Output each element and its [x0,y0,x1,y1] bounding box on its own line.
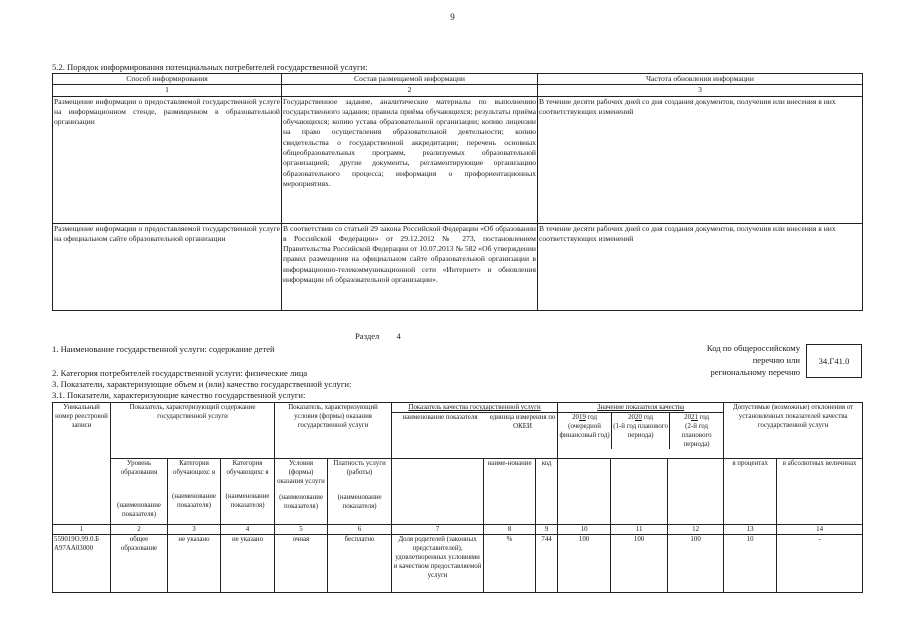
header-level: Уровень образования (наименование показателя) [111,459,168,525]
header-unique-number: Уникальный номер реестровой записи [53,403,111,525]
informing-header-row [53,74,863,85]
col-number: 4 [221,525,275,535]
year-1-header: 2019 год (очередной финансовый год) [558,413,612,449]
header-absolute: в абсолютных величинах [777,459,863,525]
header-content: Состав размещаемой информации [282,74,538,85]
informing-frequency: В течение десяти рабочих дней со дня создания документов, получения или внесения в них соответствующих изменений [538,96,863,223]
quality-indicators-heading: 3.1. Показатели, характеризующие качество государственной услуги: [52,390,306,400]
col-number: 7 [392,525,484,535]
header-quality-indicator [392,403,558,459]
row-level: общее образование [111,535,168,593]
header-percent: в процентах [724,459,777,525]
page-number: 9 [450,12,455,22]
unit-label: единица измерения по ОКЕИ [489,414,556,430]
header-indicator-values [558,403,724,459]
table-row [53,535,863,593]
section-title [355,331,401,341]
table-row [53,96,863,223]
values-title: Значение показателя качества [558,403,723,413]
code-label-2: перечню или [752,355,800,365]
row-deviation-absolute: - [777,535,863,593]
code-label-1: Код по общероссийскому [706,343,800,353]
section-label: Раздел [355,331,380,341]
quality-indicators-table [52,402,863,593]
col-number: 10 [558,525,611,535]
section-number: 4 [396,331,401,341]
year-2-header: 2020 год (1-й год планового периода) [612,413,670,449]
registry-code: 34.Г41.0 [806,344,862,378]
consumer-category: 2. Категория потребителей государственной услуги: физические лица [52,368,308,378]
col-number: 9 [536,525,558,535]
informing-frequency: В течение десяти рабочих дней со дня создания документов, получения или внесения в них соответствующих изменений [538,223,863,310]
header-paid: Платность услуги (работы) (наименование показателя) [328,459,392,525]
code-label-3: региональному перечню [710,367,800,377]
year-3-header: 2021 год (2-й год планового периода) [681,414,712,448]
col-number: 11 [611,525,668,535]
header-year-1-cell [558,459,611,525]
header-conditions-indicator: Показатель, характеризующий условия (формы) оказания государственной услуги [275,403,392,459]
header-category-2: Категория обучающихс я (наименование показателя) [221,459,275,525]
col-number: 6 [328,525,392,535]
number-row [53,525,863,535]
col-number: 1 [53,525,111,535]
informing-method: Размещение информации о предоставляемой государственной услуге на официальном сайте образовательной организации [53,223,282,310]
row-registry-id: 559019О.99.0.Б А97АА03000 [53,535,111,593]
header-unit-name: наиме-нование [484,459,536,525]
row-deviation-percent: 10 [724,535,777,593]
col-number: 3 [538,85,863,96]
subheader-row [53,459,863,525]
header-method: Способ информирования [53,74,282,85]
header-deviation: Допустимые (возможные) отклонения от установленных показателей качества государственной услуги [724,403,863,459]
indicator-name-label: наименование показателя [402,414,478,421]
informing-method: Размещение информации о предоставляемой государственной услуге на информационном стенде, размещенном в образовательной организации [53,96,282,223]
row-category-1: не указано [168,535,221,593]
header-year-2-cell [611,459,668,525]
col-number: 13 [724,525,777,535]
header-unit-code: код [536,459,558,525]
informing-content: В соответствии со статьей 29 закона Российской Федерации «Об образовании в Российской Федерации» от 29.12.2012 № 273, постановлением Правительства Российской Федерации от 10.07.2013 № 582 «Об утверждении правил размещения на официальном сайте образовательной организации в информационно-телекоммуникационной сети «Интернет» и обновления информации об образовательной организации». [282,223,538,310]
header-indicator-name-cell [392,459,484,525]
col-number: 12 [668,525,724,535]
section-5-2-heading: 5.2. Порядок информирования потенциальных потребителей государственной услуги: [52,62,368,72]
row-value-year-3: 100 [668,535,724,593]
row-category-2: не указано [221,535,275,593]
header-frequency: Частота обновления информации [538,74,863,85]
header-conditions-forms: Условия (формы) оказания услуги (наименование показателя) [275,459,328,525]
col-number: 14 [777,525,863,535]
header-category-1: Категория обучающихс я (наименование показателя) [168,459,221,525]
row-value-year-2: 100 [611,535,668,593]
col-number: 2 [282,85,538,96]
header-year-3-cell [668,459,724,525]
row-value-year-1: 100 [558,535,611,593]
quality-indicator-title: Показатель качества государственной услуги [392,403,557,413]
indicators-heading: 3. Показатели, характеризующие объем и (или) качество государственной услуги: [52,379,352,389]
row-indicator: Доля родителей (законных представителей), удовлетворенных условиями и качеством предоставляемой услуги [392,535,484,593]
informing-number-row [53,85,863,96]
col-number: 3 [168,525,221,535]
row-paid: бесплатно [328,535,392,593]
header-content-indicator: Показатель, характеризующий содержание государственной услуги [111,403,275,459]
table-row [53,223,863,310]
service-name: 1. Наименование государственной услуги: содержание детей [52,344,275,354]
col-number: 1 [53,85,282,96]
col-number: 8 [484,525,536,535]
row-unit-code: 744 [536,535,558,593]
row-form: очная [275,535,328,593]
informing-table [52,73,863,311]
row-unit: % [484,535,536,593]
col-number: 5 [275,525,328,535]
col-number: 2 [111,525,168,535]
informing-content: Государственное задание, аналитические материалы по выполнению государственного задания; правила приёма обучающихся; результаты приёма обучающихся; копию устава образовательной организации; копию лицензии на право осуществления образовательной деятельности; копию свидетельства о государственной аккредитации; перечень основных общеобразовательных программ, реализуемых образовательной организацией; другие документы, регламентирующие организацию образовательного процесса; информация о профориентационных мероприятиях. [282,96,538,223]
header-row [53,403,863,459]
